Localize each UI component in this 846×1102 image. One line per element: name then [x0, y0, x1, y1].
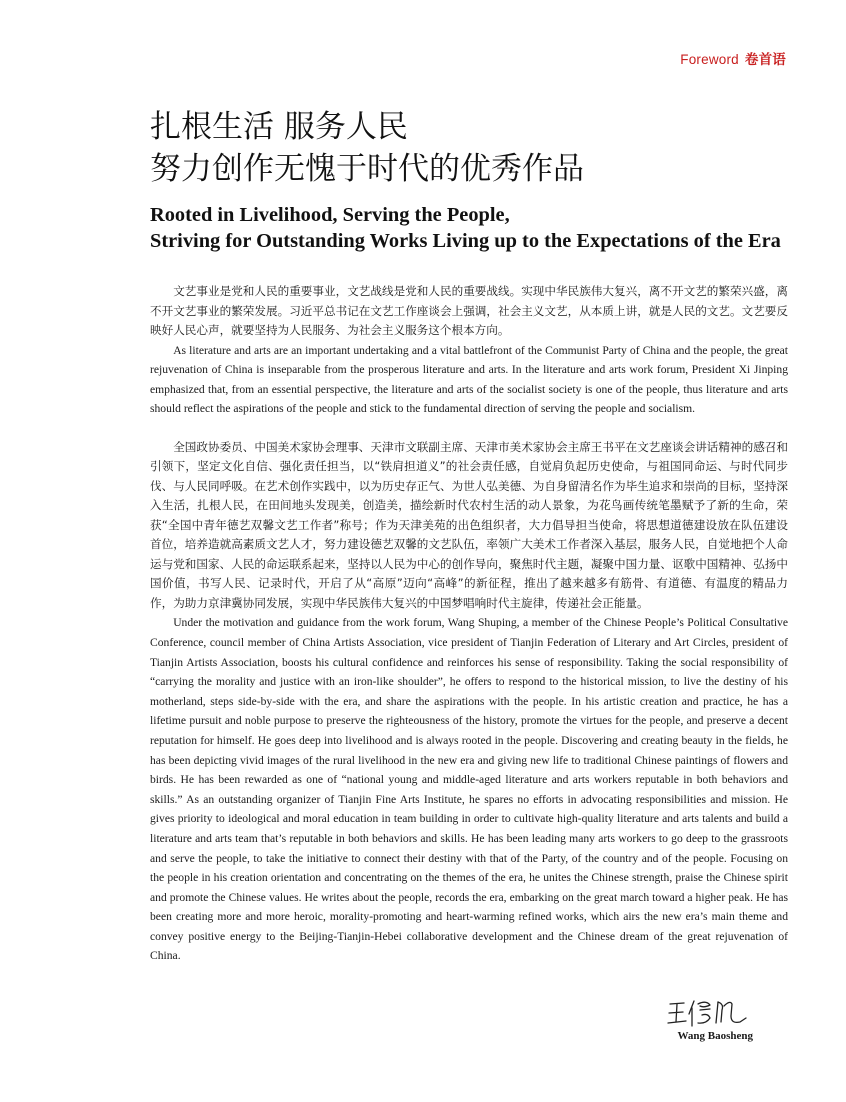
- section-tag-en: Foreword: [680, 52, 739, 67]
- section-tag: [680, 48, 786, 68]
- paragraph-2-cn: 全国政协委员、中国美术家协会理事、天津市文联副主席、天津市美术家协会主席王书平在文艺座谈会讲话精神的感召和引领下，坚定文化自信、强化责任担当，以“铁肩担道义”的社会责任感，自觉肩负起历史使命，与祖国同命运、与时代同步伐、与人民同呼吸。在艺术创作实践中，以为历史存正气、为世人弘美德、为自身留清名作为毕生追求和崇尚的目标，坚持深入生活，扎根人民，在田间地头发现美，创造美，描绘新时代农村生活的动人景象，为花鸟画传统笔墨赋予了新的生命，荣获“全国中青年德艺双馨文艺工作者”称号；作为天津美苑的出色组织者，大力倡导担当使命，将思想道德建设放在队伍建设首位，培养造就高素质文艺人才，努力建设德艺双馨的文艺队伍，率领广大美术工作者深入基层，服务人民，自觉地把个人命运与党和国家、人民的命运联系起来，坚持以人民为中心的创作导向，聚焦时代主题，凝聚中国力量、讴歌中国精神、弘扬中国价值，书写人民、记录时代，开启了从“高原”迈向“高峰”的新征程，推出了越来越多有筋骨、有道德、有温度的精品力作，为助力京津冀协同发展，实现中华民族伟大复兴的中国梦唱响时代主旋律，传递社会正能量。: [150, 439, 788, 610]
- title-en-line2: Striving for Outstanding Works Living up to the Expectations of the Era: [150, 230, 781, 252]
- paragraph-1-cn: 文艺事业是党和人民的重要事业，文艺战线是党和人民的重要战线。实现中华民族伟大复兴，离不开文艺的繁荣兴盛，离不开文艺事业的繁荣发展。习近平总书记在文艺工作座谈会上强调，社会主义文艺，从本质上讲，就是人民的文艺。文艺要反映好人民心声，就要坚持为人民服务、为社会主义服务这个根本方向。: [150, 284, 788, 337]
- paragraph-gap: [150, 419, 788, 438]
- title-cn-line1: 扎根生活 服务人民: [150, 109, 408, 145]
- signer-name: Wang Baosheng: [677, 1030, 753, 1042]
- article-body: [150, 282, 788, 966]
- section-tag-cn: 卷首语: [744, 52, 786, 68]
- title-cn-line2: 努力创作无愧于时代的优秀作品: [150, 151, 584, 187]
- title-en: [150, 202, 790, 254]
- paragraph-2-en: Under the motivation and guidance from the work forum, Wang Shuping, a member of the Chinese People’s Political Consultative Conference, council member of China Artists Association, vice president of Tianjin Federation of Literary and Art Circles, president of Tianjin Artists Association, boosts his cultural confidence and reinforces his sense of responsibility. Taking the social responsibility of “carrying the morality and justice with an iron-like shoulder”, he offers to respond to the historical mission, to live the destiny of his motherland, steps side-by-side with the era, and share the aspirations with the people. In his artistic creation and practice, he has a lifetime pursuit and noble purpose to preserve the righteousness of the history, promote the virtues for the people, and preserve a decent reputation for himself. He goes deep into livelihood and is always rooted in the people. Discovering and creating beauty in the fields, he has been depicting vivid images of the rural livelihood in the new era and giving new life to traditional Chinese paintings of flowers and birds. He has been rewarded as one of “national young and middle-aged literature and arts workers reputable in both behaviors and skills.” As an outstanding organizer of Tianjin Fine Arts Institute, he spares no efforts in advocating responsibilities and mission. He gives priority to ideological and moral education in team building in order to cultivate high-quality literature and arts talents and build a literature and arts team that’s reputable in both behaviors and skills. He has been leading many arts workers to go deep to the grassroots and serve the people, to take the initiative to connect their destiny with that of the Party, of the country and of the people. Focusing on the people in his creation orientation and concentrating on the themes of the era, he unites the Chinese strength, praise the Chinese spirit and promote the Chinese values. He writes about the people, records the era, embarking on the great march toward a higher peak. He has been creating more and more heroic, morality-promoting and heart-warming refined works, which airs the new era’s main theme and convey positive energy to the Beijing-Tianjin-Hebei collaborative development and the Chinese dream of the great rejuvenation of China.: [150, 616, 788, 963]
- paragraph-1-en: As literature and arts are an important undertaking and a vital battlefront of the Communist Party of China and the people, the great rejuvenation of China is inseparable from the prosperous literature and arts. In the literature and arts work forum, President Xi Jinping emphasized that, from an essential perspective, the literature and arts of the socialist society is one of the people, thus literature and arts should reflect the aspirations of the people and stick to the fundamental direction of serving the people and socialism.: [150, 343, 788, 416]
- title-cn: [150, 106, 790, 190]
- title-en-line1: Rooted in Livelihood, Serving the People,: [150, 204, 510, 226]
- title-block: [150, 106, 790, 254]
- handwritten-signature: [664, 996, 754, 1030]
